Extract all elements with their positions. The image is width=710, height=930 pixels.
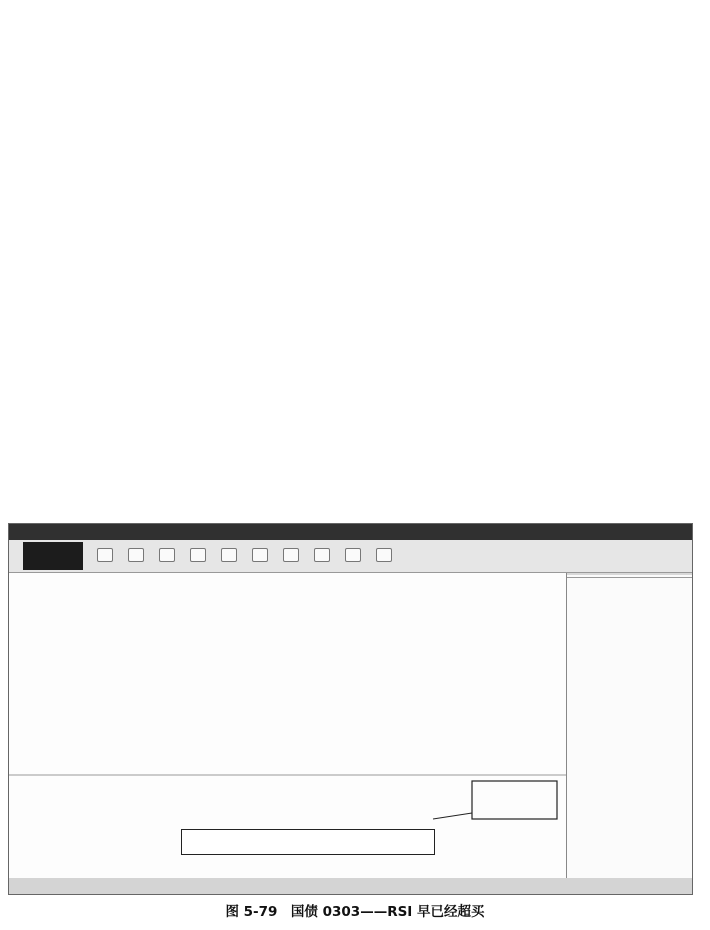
toolbar-button-sync[interactable]	[213, 548, 244, 564]
toolbar-button-adjust[interactable]	[182, 548, 213, 564]
toolbar-button-watchlist[interactable]	[337, 548, 368, 564]
back-icon	[97, 548, 113, 562]
callout-leader-line	[433, 813, 472, 819]
quote-header	[567, 573, 692, 575]
star-icon	[345, 548, 361, 562]
toolbar-button-back[interactable]	[89, 548, 120, 564]
toolbar-button-timeshare[interactable]	[244, 548, 275, 564]
overbought-highlight-box	[472, 781, 557, 819]
status-bar	[9, 878, 692, 894]
annotation-callout	[181, 829, 435, 855]
app-title-bar	[9, 524, 692, 540]
timeshare-icon	[252, 548, 268, 562]
quote-panel	[567, 573, 692, 878]
adjust-icon	[190, 548, 206, 562]
figure-caption: 图 5-79 国债 0303——RSI 早已经超买	[225, 904, 485, 920]
toolbar-button-multi-stock[interactable]	[306, 548, 337, 564]
trading-software-screenshot	[8, 523, 693, 895]
indicator-icon	[159, 548, 175, 562]
toolbar	[9, 540, 692, 573]
layout-icon	[376, 548, 392, 562]
info-icon	[283, 548, 299, 562]
toolbar-right-menu	[405, 556, 549, 557]
toolbar-button-period[interactable]	[120, 548, 151, 564]
toolbar-button-layout[interactable]	[368, 548, 399, 564]
period-icon	[128, 548, 144, 562]
sync-icon	[221, 548, 237, 562]
toolbar-button-basic-info[interactable]	[275, 548, 306, 564]
grid-icon	[314, 548, 330, 562]
toolbar-button-indicator[interactable]	[151, 548, 182, 564]
clock-display	[23, 542, 83, 570]
chart-area[interactable]	[9, 573, 567, 878]
